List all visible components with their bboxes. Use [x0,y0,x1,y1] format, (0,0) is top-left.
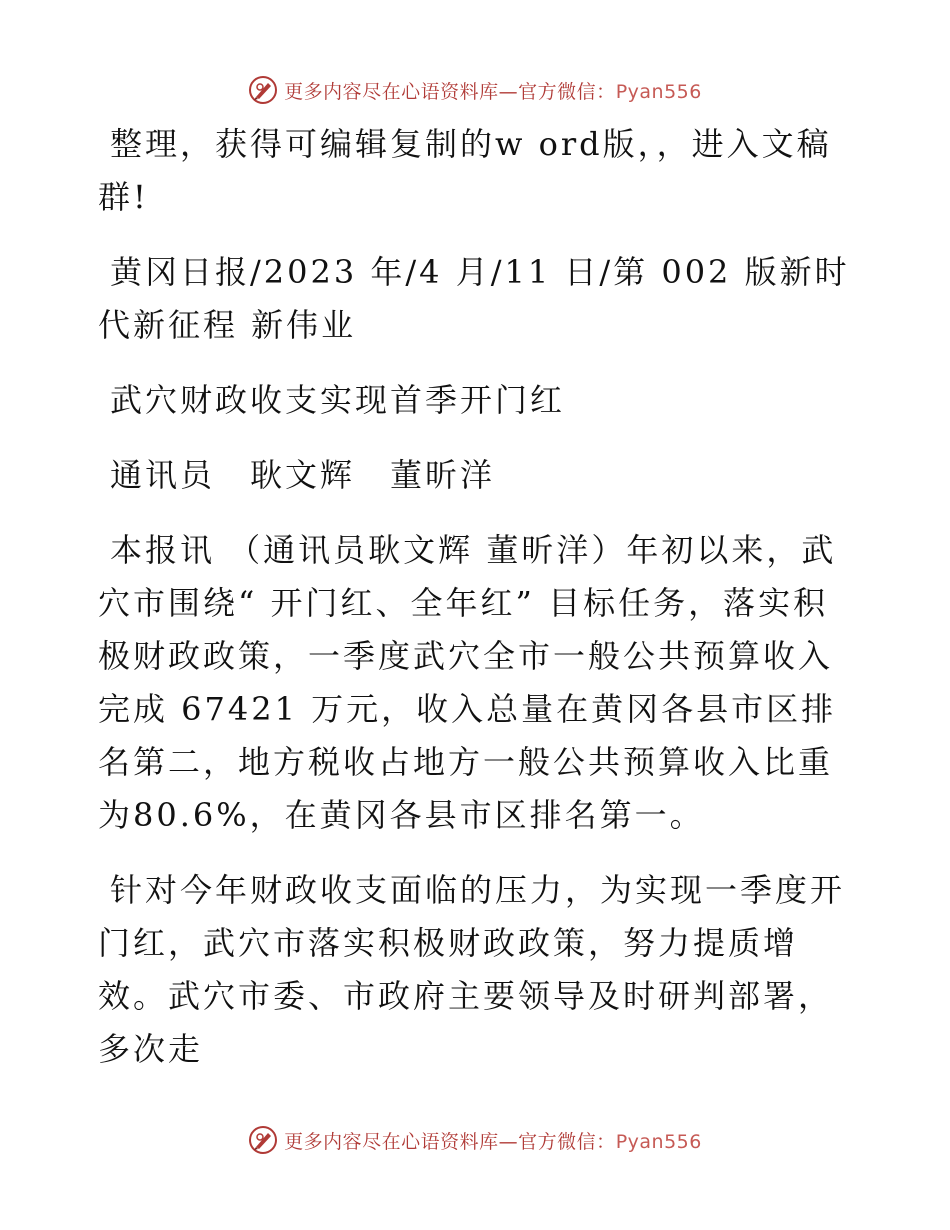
header-banner-wechat-id: Pyan556 [615,80,702,103]
footer-banner-text [284,1127,702,1154]
pen-logo-icon [248,1125,278,1155]
header-banner-dash: — [498,80,519,103]
pen-logo-icon [248,75,278,105]
article-byline: 通讯员 耿文辉 董昕洋 [110,456,496,494]
intro-paragraph: 整理，获得可编辑复制的w ord版，，进入文稿群! [98,125,832,216]
header-banner [0,70,950,110]
header-banner-text [284,77,702,104]
footer-banner-dash: — [498,1130,519,1153]
footer-banner [0,1120,950,1160]
source-line: 黄冈日报/2023 年/4 月/11 日/第 002 版新时代新征程 新伟业 [98,253,850,344]
article-paragraph-2: 针对今年财政收支面临的压力，为实现一季度开门红，武穴市落实积极财政政策，努力提质增效。武穴市委、市政府主要领导及时研判部署，多次走 [98,871,846,1068]
document-body [98,118,858,1098]
footer-banner-wechat-label: 官方微信： [518,1130,616,1153]
footer-banner-chinese: 更多内容尽在心语资料库 [284,1130,499,1153]
header-banner-chinese: 更多内容尽在心语资料库 [284,80,499,103]
article-title: 武穴财政收支实现首季开门红 [110,381,566,419]
article-paragraph-1: 本报讯 （通讯员耿文辉 董昕洋）年初以来，武穴市围绕“ 开门红、全年红” 目标任务，落实积极财政政策，一季度武穴全市一般公共预算收入完成 67421 万元，收入总量在黄冈各县市区排名第二，地方税收占地方一般公共预算收入比重为80.6%，在黄冈各县市区排名第一。 [98,531,837,834]
footer-banner-wechat-id: Pyan556 [615,1130,702,1153]
header-banner-wechat-label: 官方微信： [518,80,616,103]
